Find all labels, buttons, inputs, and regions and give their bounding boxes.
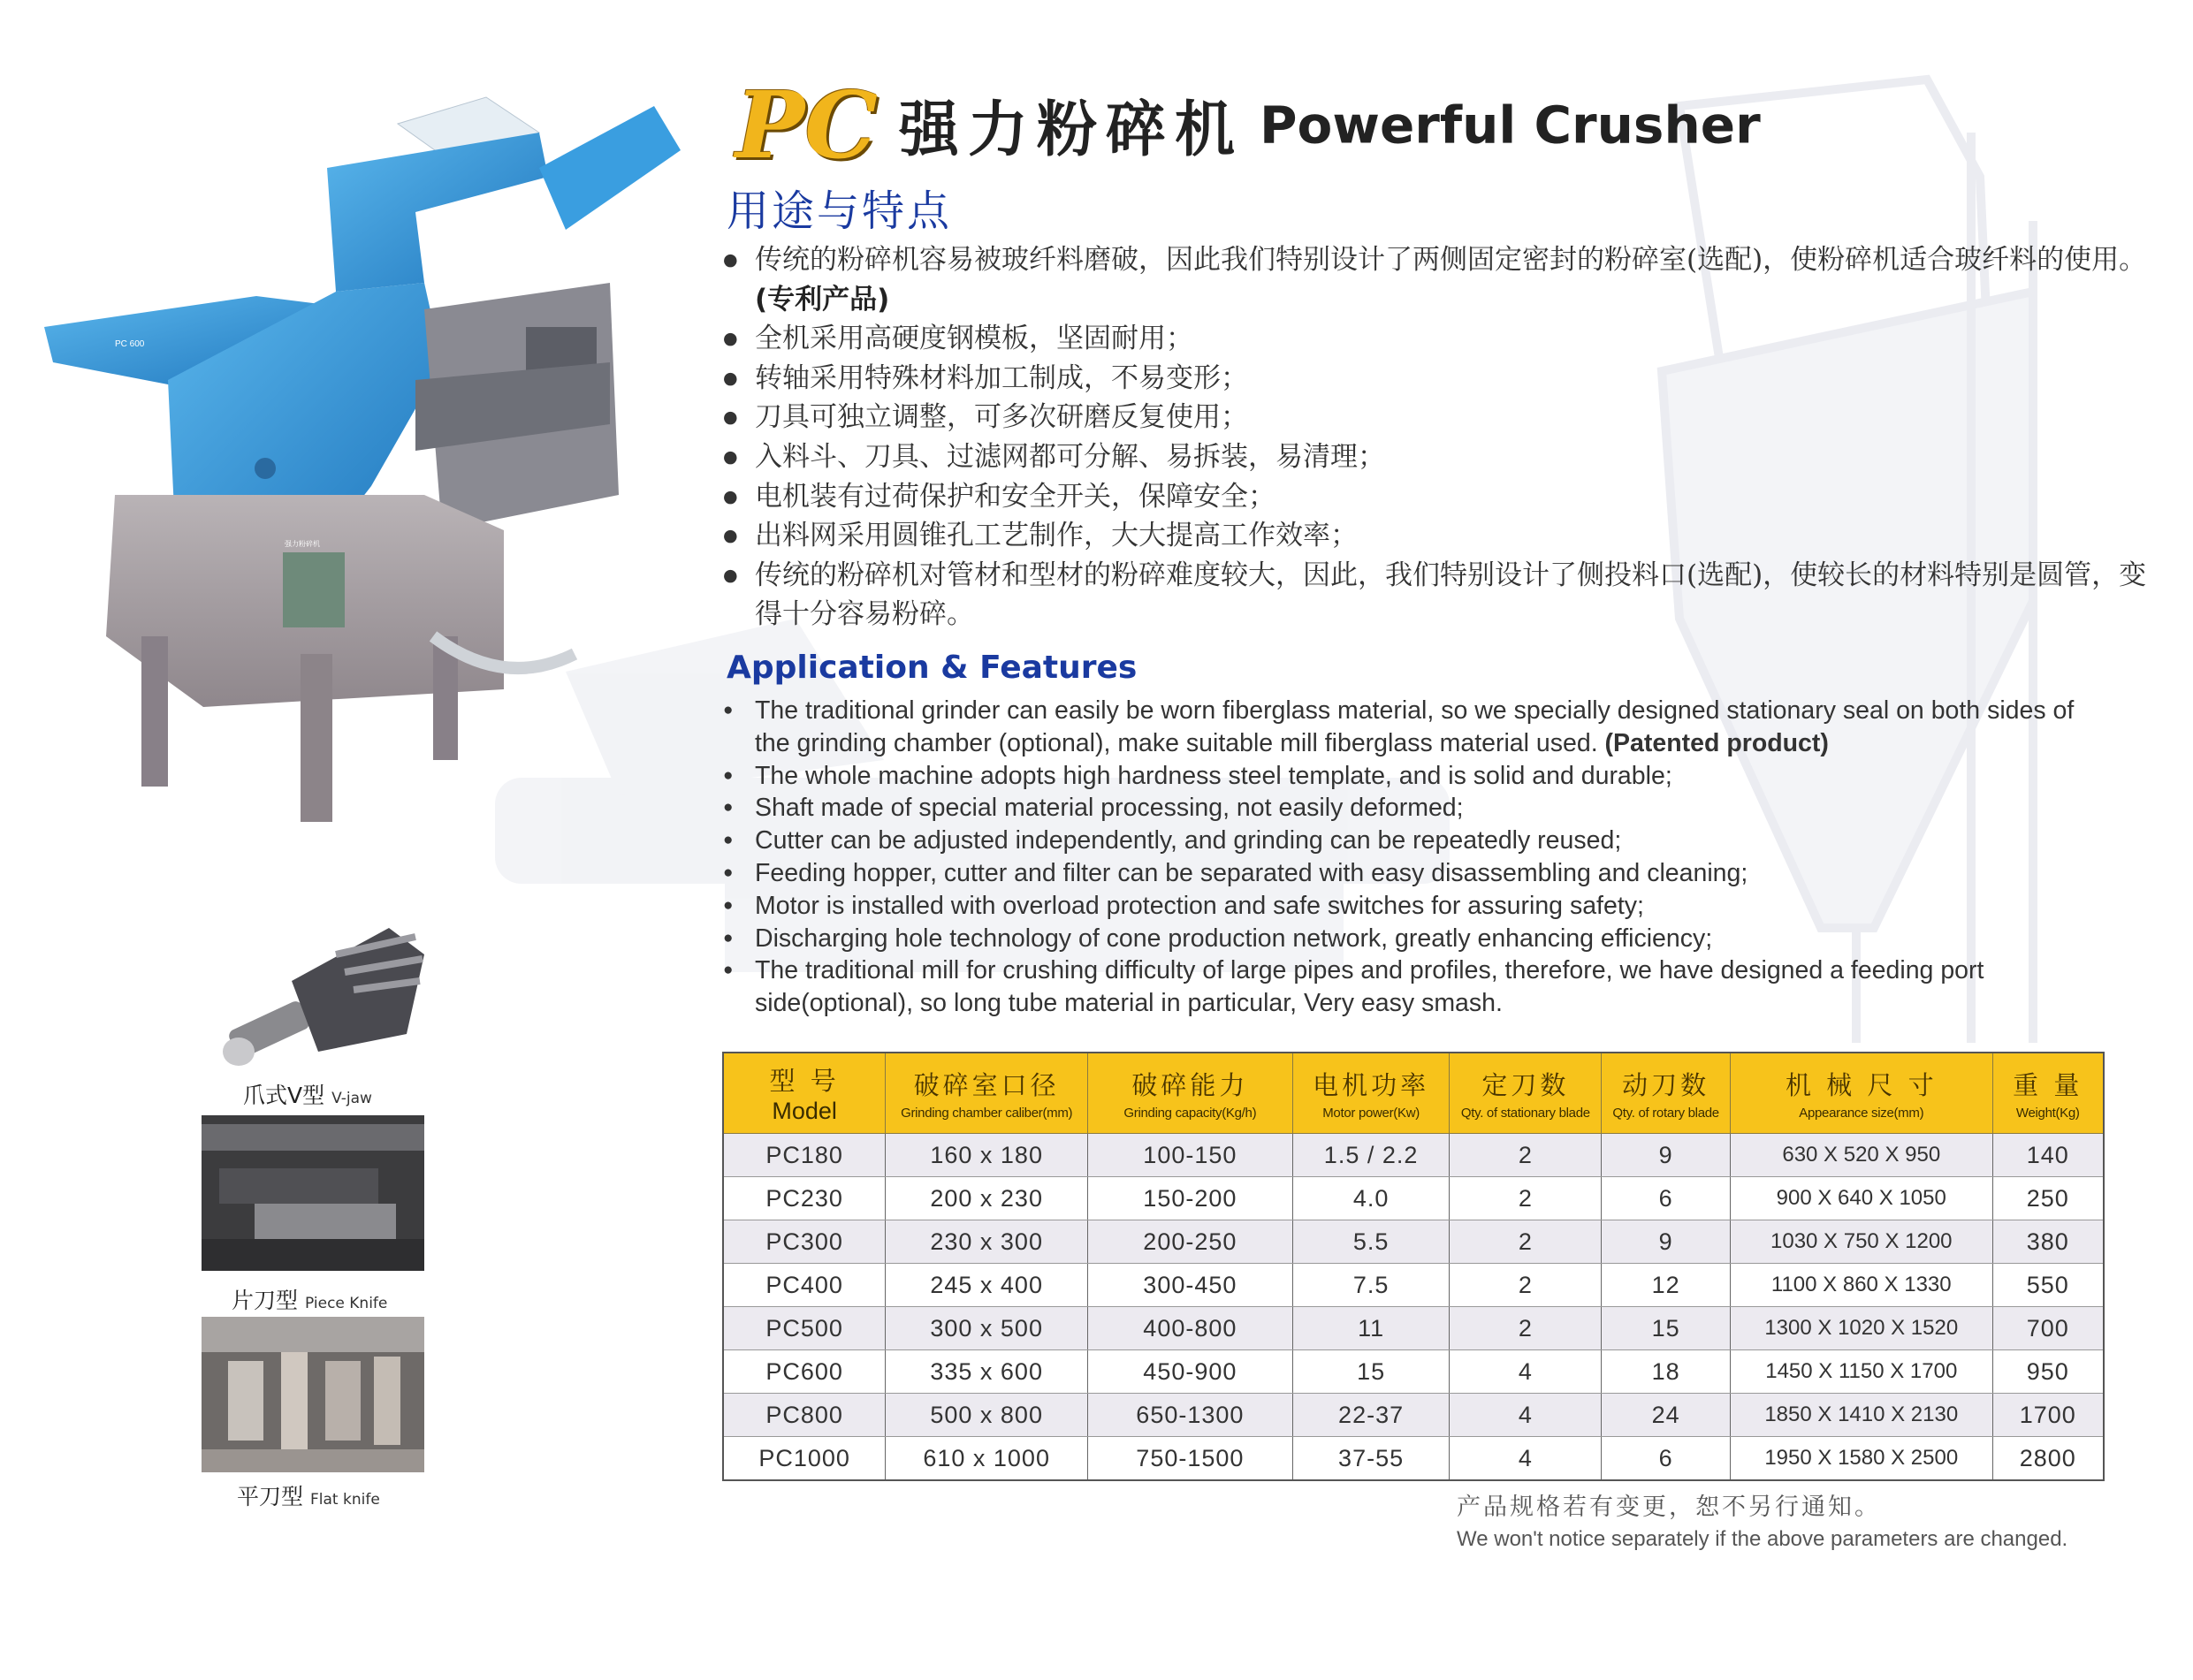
list-item: ● 传统的粉碎机对管材和型材的粉碎难度较大，因此，我们特别设计了侧投料口(选配)，使较长的材料特别是圆管，变得十分容易粉碎。: [723, 556, 2173, 635]
table-cell: 9: [1602, 1134, 1731, 1177]
list-item: ● Feeding hopper, cutter and filter can be separated with easy disassembling and cleaning;: [723, 857, 2102, 890]
table-cell: 12: [1602, 1264, 1731, 1307]
header-size: [1731, 1053, 1993, 1134]
table-cell: 1.5 / 2.2: [1292, 1134, 1450, 1177]
table-cell: 5.5: [1292, 1220, 1450, 1264]
v-jaw-caption-zh: 爪式V型: [243, 1083, 325, 1108]
table-cell: 2: [1450, 1307, 1602, 1350]
list-item: ● 刀具可独立调整，可多次研磨反复使用；: [723, 398, 2173, 437]
table-cell: 2: [1450, 1220, 1602, 1264]
table-cell: 1030 X 750 X 1200: [1731, 1220, 1993, 1264]
table-cell: 245 x 400: [886, 1264, 1088, 1307]
table-cell: 22-37: [1292, 1394, 1450, 1437]
header-stationary-blade: [1450, 1053, 1602, 1134]
table-row: [723, 1307, 2104, 1350]
table-cell: 2: [1450, 1177, 1602, 1220]
flat-knife-image: [202, 1317, 424, 1472]
table-cell: 4.0: [1292, 1177, 1450, 1220]
list-item: ● Motor is installed with overload protection and safe switches for assuring safety;: [723, 890, 2102, 923]
header-weight: [1992, 1053, 2104, 1134]
header-chamber: [886, 1053, 1088, 1134]
table-cell: 100-150: [1088, 1134, 1293, 1177]
features-zh-list: [723, 240, 2173, 635]
note-en: We won't notice separately if the above parameters are changed.: [1457, 1527, 2068, 1551]
table-cell: 1300 X 1020 X 1520: [1731, 1307, 1993, 1350]
table-cell: 400-800: [1088, 1307, 1293, 1350]
header-label: Weight(Kg): [2015, 1106, 2080, 1121]
table-cell: 950: [1992, 1350, 2104, 1394]
header-label: 破碎能力: [1131, 1070, 1249, 1100]
table-cell: 15: [1292, 1350, 1450, 1394]
table-row: [723, 1220, 2104, 1264]
table-cell: PC400: [723, 1264, 886, 1307]
table-row: [723, 1177, 2104, 1220]
table-cell: PC230: [723, 1177, 886, 1220]
flat-knife-caption-zh: 平刀型: [237, 1484, 304, 1509]
table-cell: 15: [1602, 1307, 1731, 1350]
table-cell: 7.5: [1292, 1264, 1450, 1307]
header-label: 动刀数: [1622, 1070, 1710, 1100]
header-rotary-blade: [1602, 1053, 1731, 1134]
table-cell: 1950 X 1580 X 2500: [1731, 1437, 1993, 1481]
table-cell: 630 X 520 X 950: [1731, 1134, 1993, 1177]
header-label: Appearance size(mm): [1799, 1106, 1924, 1121]
table-row: [723, 1437, 2104, 1481]
table-cell: 2: [1450, 1264, 1602, 1307]
table-cell: 160 x 180: [886, 1134, 1088, 1177]
table-cell: 700: [1992, 1307, 2104, 1350]
piece-knife-caption-zh: 片刀型: [232, 1288, 299, 1313]
list-item: ● The traditional grinder can easily be worn fiberglass material, so we specially designed stationary seal on both sides of the grinding chamber (optional), make suitable mill fiberglass material used. (Patented product): [723, 695, 2102, 760]
table-cell: 1100 X 860 X 1330: [1731, 1264, 1993, 1307]
patent-tag-en: (Patented product): [1604, 728, 1829, 757]
table-cell: 2: [1450, 1134, 1602, 1177]
table-cell: 610 x 1000: [886, 1437, 1088, 1481]
table-cell: 11: [1292, 1307, 1450, 1350]
table-cell: 2800: [1992, 1437, 2104, 1481]
list-item: ● 转轴采用特殊材料加工制成，不易变形；: [723, 359, 2173, 399]
table-cell: 650-1300: [1088, 1394, 1293, 1437]
header-motor: [1292, 1053, 1450, 1134]
list-item: ● The traditional mill for crushing difficulty of large pipes and profiles, therefore, we have designed a feeding port side(optional), so long tube material in particular, Very easy smash.: [723, 954, 2102, 1020]
table-cell: 380: [1992, 1220, 2104, 1264]
table-cell: PC300: [723, 1220, 886, 1264]
list-item: ● 出料网采用圆锥孔工艺制作，大大提高工作效率；: [723, 516, 2173, 556]
table-cell: PC180: [723, 1134, 886, 1177]
table-cell: 1450 X 1150 X 1700: [1731, 1350, 1993, 1394]
machine-panel-label: 强力粉碎机: [285, 540, 320, 548]
table-cell: 37-55: [1292, 1437, 1450, 1481]
header-model: [723, 1053, 886, 1134]
header-label: 重 量: [2013, 1070, 2083, 1100]
table-cell: 750-1500: [1088, 1437, 1293, 1481]
table-cell: 6: [1602, 1437, 1731, 1481]
table-cell: 6: [1602, 1177, 1731, 1220]
table-cell: 550: [1992, 1264, 2104, 1307]
table-cell: 24: [1602, 1394, 1731, 1437]
header-label: 电机功率: [1313, 1070, 1430, 1100]
features-en-list: [723, 695, 2102, 1020]
table-cell: 300-450: [1088, 1264, 1293, 1307]
table-cell: 1700: [1992, 1394, 2104, 1437]
table-cell: 450-900: [1088, 1350, 1293, 1394]
header-label: Model: [772, 1098, 837, 1124]
table-row: [723, 1264, 2104, 1307]
spec-change-note: [1457, 1487, 2067, 1552]
header-label: Qty. of rotary blade: [1612, 1106, 1719, 1121]
crusher-machine-image: [44, 71, 681, 831]
list-item: ● Cutter can be adjusted independently, and grinding can be repeatedly reused;: [723, 825, 2102, 857]
note-zh: 产品规格若有变更，恕不另行通知。: [1457, 1494, 1881, 1521]
title-zh: 强力粉碎机: [898, 95, 1244, 165]
list-item: ● The whole machine adopts high hardness steel template, and is solid and durable;: [723, 760, 2102, 793]
table-cell: 18: [1602, 1350, 1731, 1394]
table-cell: 9: [1602, 1220, 1731, 1264]
header-label: 机 械 尺 寸: [1785, 1070, 1938, 1100]
table-cell: 230 x 300: [886, 1220, 1088, 1264]
machine-nameplate: PC 600: [115, 339, 145, 349]
header-capacity: [1088, 1053, 1293, 1134]
spec-table: [722, 1052, 2105, 1481]
table-cell: PC500: [723, 1307, 886, 1350]
list-item: ● Shaft made of special material processing, not easily deformed;: [723, 792, 2102, 825]
header-label: 定刀数: [1481, 1070, 1570, 1100]
table-cell: 335 x 600: [886, 1350, 1088, 1394]
table-cell: 200-250: [1088, 1220, 1293, 1264]
piece-knife-caption-en: Piece Knife: [305, 1295, 388, 1312]
header-label: Grinding capacity(Kg/h): [1123, 1106, 1257, 1121]
header-label: Motor power(Kw): [1322, 1106, 1420, 1121]
title-en: Powerful Crusher: [1260, 95, 1761, 156]
list-item: ● 传统的粉碎机容易被玻纤料磨破，因此我们特别设计了两侧固定密封的粉碎室(选配)，使粉碎机适合玻纤料的使用。 (专利产品): [723, 240, 2173, 319]
list-item: ● 入料斗、刀具、过滤网都可分解、易拆装，易清理；: [723, 437, 2173, 477]
list-item: ● Discharging hole technology of cone production network, greatly enhancing efficiency;: [723, 923, 2102, 955]
v-jaw-caption: [243, 1078, 372, 1110]
features-zh-heading: 用途与特点: [727, 186, 953, 236]
v-jaw-rotor-image: [212, 919, 433, 1069]
page-title: [735, 71, 1761, 179]
flat-knife-caption: [237, 1479, 380, 1511]
header-label: 破碎室口径: [913, 1070, 1060, 1100]
table-cell: PC1000: [723, 1437, 886, 1481]
header-label: Grinding chamber caliber(mm): [901, 1106, 1073, 1121]
list-item: ● 电机装有过荷保护和安全开关，保障安全；: [723, 477, 2173, 517]
table-cell: PC800: [723, 1394, 886, 1437]
features-en-heading: Application & Features: [727, 650, 1138, 686]
piece-knife-image: [202, 1115, 424, 1271]
header-label: 型 号: [769, 1066, 840, 1096]
table-cell: 200 x 230: [886, 1177, 1088, 1220]
piece-knife-caption: [232, 1283, 387, 1315]
patent-tag-zh: (专利产品): [755, 283, 890, 315]
table-cell: 900 X 640 X 1050: [1731, 1177, 1993, 1220]
v-jaw-caption-en: V-jaw: [331, 1090, 372, 1107]
table-cell: 500 x 800: [886, 1394, 1088, 1437]
table-row: [723, 1350, 2104, 1394]
table-row: [723, 1134, 2104, 1177]
title-pc: PC: [735, 71, 878, 179]
table-cell: 4: [1450, 1437, 1602, 1481]
table-cell: 250: [1992, 1177, 2104, 1220]
table-cell: PC600: [723, 1350, 886, 1394]
flat-knife-caption-en: Flat knife: [310, 1491, 380, 1509]
header-label: Qty. of stationary blade: [1460, 1106, 1590, 1121]
table-row: [723, 1394, 2104, 1437]
list-item: ● 全机采用高硬度钢模板，坚固耐用；: [723, 319, 2173, 359]
table-cell: 150-200: [1088, 1177, 1293, 1220]
table-header-row: [723, 1053, 2104, 1134]
table-cell: 4: [1450, 1350, 1602, 1394]
table-cell: 4: [1450, 1394, 1602, 1437]
table-cell: 1850 X 1410 X 2130: [1731, 1394, 1993, 1437]
table-cell: 140: [1992, 1134, 2104, 1177]
table-cell: 300 x 500: [886, 1307, 1088, 1350]
